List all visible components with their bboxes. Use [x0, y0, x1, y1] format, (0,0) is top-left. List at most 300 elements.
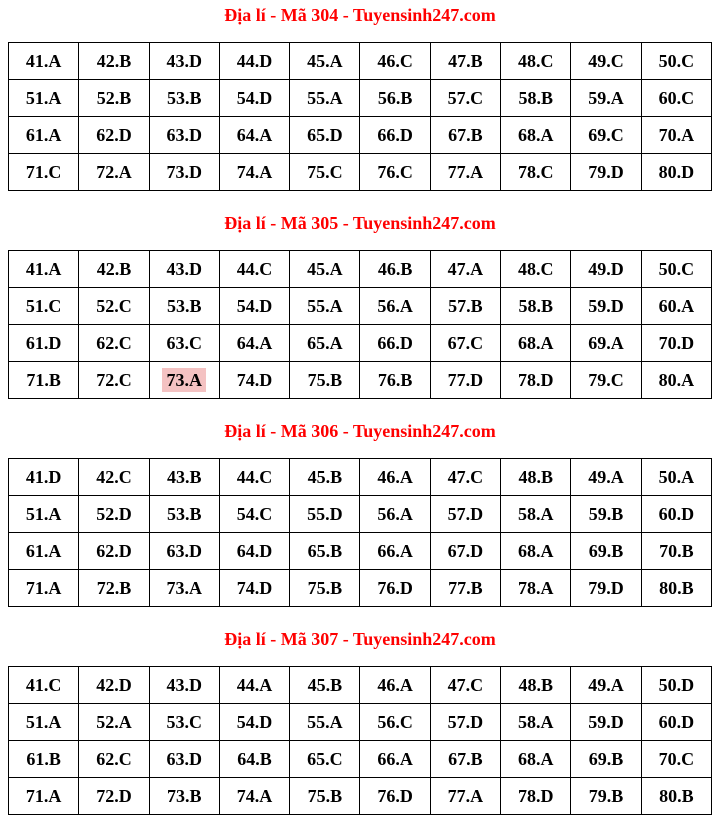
- answer-cell: [290, 533, 360, 570]
- answer-text: 72.A: [96, 161, 132, 182]
- answer-cell: [430, 778, 500, 815]
- answer-cell: [79, 43, 149, 80]
- answer-text: 80.D: [658, 161, 695, 182]
- answer-text: 75.B: [307, 785, 343, 806]
- answer-cell: [360, 288, 430, 325]
- answer-cell: [9, 741, 79, 778]
- answer-cell: [79, 362, 149, 399]
- answer-cell: [149, 80, 219, 117]
- answer-row: [9, 362, 712, 399]
- answer-text: 79.B: [588, 785, 624, 806]
- answer-cell: [79, 496, 149, 533]
- answer-text: 55.A: [307, 87, 343, 108]
- answer-cell: [571, 570, 641, 607]
- answer-cell: [501, 496, 571, 533]
- answer-row: [9, 496, 712, 533]
- answer-text: 76.D: [377, 785, 413, 806]
- answer-cell: [501, 325, 571, 362]
- answer-text: 72.C: [96, 369, 132, 390]
- answer-cell: [9, 288, 79, 325]
- answer-cell: [430, 459, 500, 496]
- highlighted-answer-text: 73.A: [162, 368, 206, 392]
- answer-cell: [149, 362, 219, 399]
- answer-text: 56.A: [377, 503, 413, 524]
- answer-cell: [360, 667, 430, 704]
- answer-cell: [641, 288, 711, 325]
- answer-text: 77.A: [447, 785, 484, 806]
- answer-text: 64.A: [236, 124, 273, 145]
- answer-cell: [219, 154, 289, 191]
- answer-text: 73.B: [166, 785, 202, 806]
- answer-cell: [360, 570, 430, 607]
- answer-text: 41.C: [25, 674, 62, 695]
- answer-text: 52.B: [96, 87, 132, 108]
- answer-text: 54.D: [236, 295, 273, 316]
- answer-cell: [641, 570, 711, 607]
- answer-text: 60.A: [658, 295, 695, 316]
- answer-cell: [360, 80, 430, 117]
- answer-row: [9, 43, 712, 80]
- answer-cell: [641, 251, 711, 288]
- answer-cell: [9, 251, 79, 288]
- answer-text: 59.B: [588, 503, 624, 524]
- answer-text: 57.D: [447, 503, 484, 524]
- answer-row: [9, 325, 712, 362]
- answer-cell: [149, 533, 219, 570]
- answer-cell: [219, 80, 289, 117]
- answer-cell: [79, 570, 149, 607]
- answer-text: 52.C: [96, 295, 132, 316]
- answer-cell: [9, 80, 79, 117]
- answer-cell: [9, 362, 79, 399]
- answer-text: 72.B: [96, 577, 132, 598]
- answer-text: 70.D: [658, 332, 695, 353]
- answer-text: 61.A: [25, 540, 62, 561]
- section-title: Địa lí - Mã 304 - Tuyensinh247.com: [224, 5, 496, 25]
- answer-text: 43.D: [166, 674, 202, 695]
- answer-cell: [290, 667, 360, 704]
- answer-text: 58.A: [517, 711, 554, 732]
- answer-text: 47.C: [447, 466, 484, 487]
- answer-cell: [79, 741, 149, 778]
- answer-cell: [641, 533, 711, 570]
- answer-text: 62.D: [96, 540, 132, 561]
- answer-cell: [219, 570, 289, 607]
- answer-text: 44.C: [236, 258, 273, 279]
- answer-cell: [360, 362, 430, 399]
- answer-text: 59.A: [588, 87, 624, 108]
- answer-cell: [9, 778, 79, 815]
- answer-table: [8, 250, 712, 399]
- answer-text: 41.A: [25, 50, 62, 71]
- answer-cell: [290, 43, 360, 80]
- answer-text: 49.A: [588, 674, 624, 695]
- answer-text: 66.A: [377, 540, 413, 561]
- answer-cell: [149, 459, 219, 496]
- answer-cell: [290, 570, 360, 607]
- answer-text: 71.A: [25, 785, 62, 806]
- answer-cell: [219, 362, 289, 399]
- answer-row: [9, 704, 712, 741]
- answer-cell: [9, 533, 79, 570]
- answer-cell: [430, 154, 500, 191]
- answer-text: 57.C: [447, 87, 484, 108]
- answer-text: 46.A: [377, 466, 413, 487]
- answer-cell: [430, 117, 500, 154]
- answer-text: 77.D: [447, 369, 484, 390]
- answer-row: [9, 667, 712, 704]
- answer-text: 56.B: [377, 87, 413, 108]
- answer-text: 74.D: [236, 369, 273, 390]
- answer-cell: [501, 533, 571, 570]
- answer-cell: [149, 325, 219, 362]
- answer-cell: [149, 43, 219, 80]
- answer-cell: [219, 704, 289, 741]
- answer-cell: [501, 778, 571, 815]
- answer-text: 53.B: [166, 503, 202, 524]
- answer-section-ma-305: [8, 213, 712, 399]
- answer-text: 63.D: [166, 540, 202, 561]
- answer-text: 47.B: [448, 50, 483, 71]
- answer-text: 64.D: [236, 540, 273, 561]
- answer-cell: [219, 496, 289, 533]
- answer-text: 53.B: [166, 87, 202, 108]
- answer-row: [9, 778, 712, 815]
- answer-text: 62.C: [96, 332, 132, 353]
- answer-cell: [79, 251, 149, 288]
- answer-cell: [430, 288, 500, 325]
- answer-text: 47.C: [447, 674, 484, 695]
- answer-cell: [571, 459, 641, 496]
- answer-cell: [571, 288, 641, 325]
- answer-cell: [290, 778, 360, 815]
- answer-table: [8, 42, 712, 191]
- answer-cell: [641, 117, 711, 154]
- answer-cell: [360, 117, 430, 154]
- answer-cell: [79, 459, 149, 496]
- answer-text: 79.C: [588, 369, 624, 390]
- section-title: Địa lí - Mã 307 - Tuyensinh247.com: [224, 629, 496, 649]
- answer-text: 70.C: [658, 748, 695, 769]
- answer-text: 74.A: [236, 161, 273, 182]
- answer-cell: [641, 362, 711, 399]
- answer-cell: [571, 496, 641, 533]
- answer-text: 46.C: [377, 50, 413, 71]
- answer-cell: [79, 117, 149, 154]
- answer-text: 54.D: [236, 87, 273, 108]
- answer-text: 43.B: [166, 466, 202, 487]
- answer-cell: [290, 459, 360, 496]
- answer-text: 61.B: [26, 748, 61, 769]
- answer-cell: [571, 80, 641, 117]
- answer-cell: [501, 251, 571, 288]
- answer-text: 52.D: [96, 503, 132, 524]
- answer-cell: [641, 459, 711, 496]
- answer-text: 58.A: [517, 503, 554, 524]
- answer-text: 42.B: [96, 50, 132, 71]
- answer-cell: [571, 43, 641, 80]
- answer-text: 73.D: [166, 161, 202, 182]
- answer-text: 54.C: [236, 503, 273, 524]
- answer-text: 61.D: [25, 332, 62, 353]
- answer-text: 50.A: [658, 466, 695, 487]
- answer-text: 42.B: [96, 258, 132, 279]
- answer-text: 41.D: [25, 466, 62, 487]
- answer-text: 45.B: [307, 674, 343, 695]
- answer-cell: [219, 667, 289, 704]
- answer-row: [9, 288, 712, 325]
- answer-text: 65.C: [307, 748, 343, 769]
- answer-row: [9, 154, 712, 191]
- answer-cell: [571, 533, 641, 570]
- answer-cell: [9, 570, 79, 607]
- answer-text: 77.B: [448, 577, 483, 598]
- answer-row: [9, 251, 712, 288]
- answer-text: 72.D: [96, 785, 132, 806]
- answer-text: 69.A: [588, 332, 624, 353]
- answer-cell: [149, 741, 219, 778]
- answer-text: 71.C: [25, 161, 62, 182]
- answer-cell: [360, 496, 430, 533]
- answer-cell: [571, 667, 641, 704]
- answer-text: 58.B: [518, 295, 553, 316]
- answer-text: 69.B: [588, 540, 624, 561]
- answer-text: 74.D: [236, 577, 273, 598]
- answer-text: 78.D: [517, 369, 554, 390]
- answer-text: 63.D: [166, 748, 202, 769]
- answer-cell: [79, 704, 149, 741]
- answer-text: 46.A: [377, 674, 413, 695]
- answer-cell: [79, 667, 149, 704]
- answer-section-ma-307: [8, 629, 712, 815]
- answer-text: 67.B: [448, 124, 483, 145]
- answer-text: 62.D: [96, 124, 132, 145]
- answer-text: 50.C: [658, 258, 695, 279]
- answer-text: 49.A: [588, 466, 624, 487]
- section-title: Địa lí - Mã 306 - Tuyensinh247.com: [224, 421, 496, 441]
- answer-text: 76.C: [377, 161, 413, 182]
- answer-text: 57.D: [447, 711, 484, 732]
- answer-cell: [360, 43, 430, 80]
- answer-text: 50.D: [658, 674, 695, 695]
- answer-cell: [9, 154, 79, 191]
- answer-text: 78.D: [517, 785, 554, 806]
- answer-section-ma-306: [8, 421, 712, 607]
- answer-text: 55.A: [307, 295, 343, 316]
- answer-text: 65.D: [307, 124, 343, 145]
- answer-cell: [501, 704, 571, 741]
- answer-cell: [430, 570, 500, 607]
- answer-cell: [219, 533, 289, 570]
- answer-text: 53.C: [166, 711, 202, 732]
- answer-text: 64.A: [236, 332, 273, 353]
- answer-text: 67.C: [447, 332, 484, 353]
- answer-section-ma-304: [8, 5, 712, 191]
- answer-text: 68.A: [517, 748, 554, 769]
- answer-cell: [501, 117, 571, 154]
- answer-table: [8, 458, 712, 607]
- answer-cell: [430, 667, 500, 704]
- answer-cell: [149, 778, 219, 815]
- answer-cell: [290, 117, 360, 154]
- answer-text: 68.A: [517, 540, 554, 561]
- section-title: Địa lí - Mã 305 - Tuyensinh247.com: [224, 213, 496, 233]
- answer-text: 60.D: [658, 711, 695, 732]
- answer-cell: [571, 741, 641, 778]
- answer-cell: [219, 778, 289, 815]
- answer-text: 59.D: [588, 711, 624, 732]
- answer-cell: [571, 154, 641, 191]
- answer-cell: [149, 251, 219, 288]
- answer-cell: [149, 154, 219, 191]
- answer-cell: [9, 43, 79, 80]
- answer-text: 48.B: [518, 674, 553, 695]
- answer-text: 60.D: [658, 503, 695, 524]
- answer-text: 50.C: [658, 50, 695, 71]
- answer-cell: [360, 704, 430, 741]
- answer-cell: [219, 117, 289, 154]
- answer-text: 66.D: [377, 332, 413, 353]
- answer-cell: [79, 533, 149, 570]
- answer-table: [8, 666, 712, 815]
- answer-cell: [641, 741, 711, 778]
- answer-text: 76.B: [377, 369, 413, 390]
- answer-text: 65.B: [307, 540, 343, 561]
- answer-text: 48.B: [518, 466, 553, 487]
- answer-cell: [149, 117, 219, 154]
- answer-text: 44.C: [236, 466, 273, 487]
- answer-text: 56.A: [377, 295, 413, 316]
- answer-cell: [290, 288, 360, 325]
- answer-text: 76.D: [377, 577, 413, 598]
- answer-text: 43.D: [166, 50, 202, 71]
- answer-cell: [641, 778, 711, 815]
- answer-text: 51.C: [25, 295, 62, 316]
- answer-text: 51.A: [25, 503, 62, 524]
- answer-text: 77.A: [447, 161, 484, 182]
- answer-text: 78.A: [517, 577, 554, 598]
- answer-cell: [79, 288, 149, 325]
- answer-text: 67.B: [448, 748, 483, 769]
- answer-cell: [430, 362, 500, 399]
- answer-cell: [571, 325, 641, 362]
- answer-cell: [360, 778, 430, 815]
- answer-cell: [290, 154, 360, 191]
- answer-text: 45.A: [307, 50, 343, 71]
- answer-text: 70.B: [659, 540, 694, 561]
- answer-text: 61.A: [25, 124, 62, 145]
- answer-cell: [571, 704, 641, 741]
- answer-text: 49.D: [588, 258, 624, 279]
- answer-text: 63.D: [166, 124, 202, 145]
- answer-cell: [641, 154, 711, 191]
- answer-cell: [641, 325, 711, 362]
- answer-text: 66.A: [377, 748, 413, 769]
- answer-text: 79.D: [588, 577, 624, 598]
- answer-text: 71.A: [25, 577, 62, 598]
- answer-cell: [501, 667, 571, 704]
- answer-text: 52.A: [96, 711, 132, 732]
- answer-cell: [9, 459, 79, 496]
- answer-row: [9, 533, 712, 570]
- answer-text: 79.D: [588, 161, 624, 182]
- answer-text: 57.B: [448, 295, 483, 316]
- answer-text: 75.C: [307, 161, 343, 182]
- answer-cell: [571, 778, 641, 815]
- answer-text: 69.C: [588, 124, 624, 145]
- answer-text: 42.D: [96, 674, 132, 695]
- answer-cell: [641, 704, 711, 741]
- answer-cell: [219, 43, 289, 80]
- answer-cell: [360, 325, 430, 362]
- answer-cell: [501, 459, 571, 496]
- answer-cell: [501, 80, 571, 117]
- answer-cell: [501, 43, 571, 80]
- answer-text: 58.B: [518, 87, 553, 108]
- answer-cell: [501, 741, 571, 778]
- answer-cell: [641, 667, 711, 704]
- answer-text: 67.D: [447, 540, 484, 561]
- answer-cell: [290, 80, 360, 117]
- answer-cell: [641, 496, 711, 533]
- answer-text: 80.A: [658, 369, 695, 390]
- answer-cell: [430, 741, 500, 778]
- answer-text: 55.D: [307, 503, 343, 524]
- answer-text: 48.C: [517, 258, 554, 279]
- answer-cell: [9, 496, 79, 533]
- answer-text: 68.A: [517, 124, 554, 145]
- answer-text: 51.A: [25, 87, 62, 108]
- answer-text: 49.C: [588, 50, 624, 71]
- answer-text: 55.A: [307, 711, 343, 732]
- answer-cell: [430, 325, 500, 362]
- answer-cell: [290, 704, 360, 741]
- answer-cell: [430, 43, 500, 80]
- answer-text: 65.A: [307, 332, 343, 353]
- answer-text: 45.A: [307, 258, 343, 279]
- answer-text: 43.D: [166, 258, 202, 279]
- answer-text: 68.A: [517, 332, 554, 353]
- answer-text: 66.D: [377, 124, 413, 145]
- answer-cell: [360, 741, 430, 778]
- answer-text: 44.D: [236, 50, 273, 71]
- answer-cell: [219, 325, 289, 362]
- answer-text: 80.B: [659, 785, 694, 806]
- answer-row: [9, 117, 712, 154]
- answer-row: [9, 459, 712, 496]
- answer-cell: [9, 117, 79, 154]
- answer-row: [9, 80, 712, 117]
- answer-cell: [360, 459, 430, 496]
- answer-cell: [9, 704, 79, 741]
- answer-cell: [149, 704, 219, 741]
- answer-text: 48.C: [517, 50, 554, 71]
- answer-cell: [641, 80, 711, 117]
- answer-cell: [290, 741, 360, 778]
- answer-text: 74.A: [236, 785, 273, 806]
- answer-cell: [290, 325, 360, 362]
- answer-text: 42.C: [96, 466, 132, 487]
- answer-cell: [149, 570, 219, 607]
- answer-cell: [219, 741, 289, 778]
- answer-text: 60.C: [658, 87, 695, 108]
- answer-text: 69.B: [588, 748, 624, 769]
- answer-row: [9, 741, 712, 778]
- answer-cell: [360, 251, 430, 288]
- answer-text: 45.B: [307, 466, 343, 487]
- answer-cell: [430, 704, 500, 741]
- answer-cell: [79, 80, 149, 117]
